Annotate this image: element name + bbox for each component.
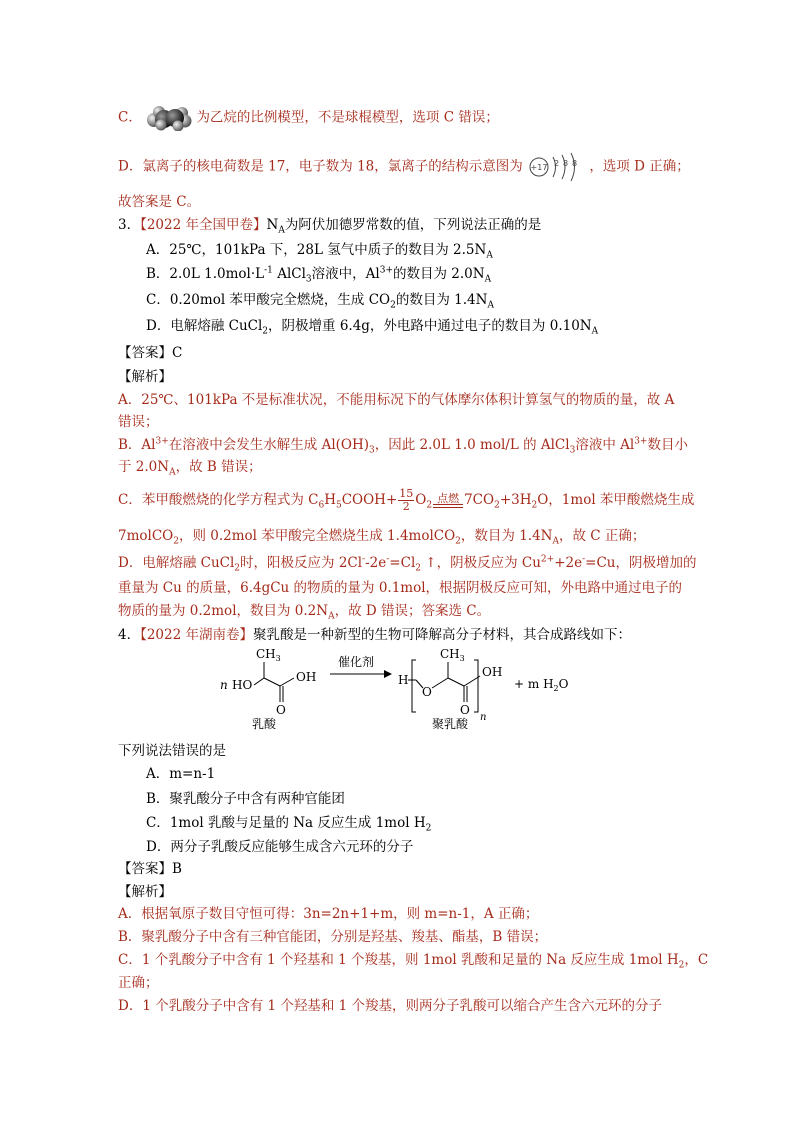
prev-analysis-d: D．氯离子的核电荷数是 17，电子数为 18，氯离子的结构示意图为 +17 2 8 8 ，选项 D 正确； — [118, 152, 690, 182]
q4-analysis-d: D．1 个乳酸分子中含有 1 个羟基和 1 个羧基，则两分子乳酸可以缩合产生含六元环的分子 — [118, 998, 663, 1014]
q3-analysis-a2: 错误； — [118, 414, 159, 430]
q3-analysis-c2: 7molCO$_2$，则 0.2mol 苯甲酸完全燃烧生成 1.4molCO$_2$，数目为 $1.4N_A$，故 C 正确； — [118, 528, 646, 547]
q3-analysis-head: 【解析】 — [118, 369, 172, 385]
svg-text:催化剂: 催化剂 — [338, 655, 375, 669]
svg-text:+17: +17 — [530, 163, 548, 172]
q4-stem: 4．【2022 年湖南卷】聚乳酸是一种新型的生物可降解高分子材料，其合成路线如下： — [118, 627, 631, 643]
svg-text:HO: HO — [232, 678, 253, 692]
q3-option-a: A．25℃，101kPa 下，28L 氢气中质子的数目为 $2.5N_A$ — [146, 242, 493, 261]
svg-text:OH: OH — [482, 665, 503, 679]
q4-analysis-c2: 正确； — [118, 975, 159, 991]
svg-text:n: n — [480, 712, 487, 723]
fraction-15-2: $\frac{15}{2}$ — [399, 487, 414, 513]
q4-analysis-c1: C．1 个乳酸分子中含有 1 个羟基和 1 个羧基，则 1mol 乳酸和足量的 Na 反应生成 1mol $H_2$，C — [118, 952, 709, 971]
svg-text:OH: OH — [296, 670, 317, 684]
svg-text:CH3: $CH_3$ — [440, 647, 465, 663]
q4-option-b: B．聚乳酸分子中含有两种官能团 — [146, 791, 345, 807]
q3-analysis-d3: 物质的量为 0.2mol，数目为 $0.2N_A$，故 D 错误；答案选 C。 — [118, 603, 491, 622]
svg-text:8: 8 — [563, 159, 569, 168]
q3-stem: 3．【2022 年全国甲卷】$N_A$为阿伏加德罗常数的值，下列说法正确的是 — [118, 217, 542, 236]
svg-text:聚乳酸: 聚乳酸 — [432, 717, 469, 731]
q3-analysis-c1: C．苯甲酸燃烧的化学方程式为 $C_6H_5COOH+$ $\frac{15}{2}$ $O_2$ 点燃 $7CO_2+3H_2O$，1mol 苯甲酸燃烧生成 — [118, 487, 695, 513]
polylactic-acid-reaction-scheme — [218, 646, 588, 738]
svg-text:O: O — [422, 685, 432, 699]
prev-conclusion: 故答案是 C。 — [118, 194, 201, 210]
q3-analysis-b1: B．$Al^{3+}$在溶液中会发生水解生成 $Al(OH)_3$，因此 2.0L 1.0 mol/L 的 AlCl$_3$溶液中 $Al^{3+}$数目小 — [118, 436, 688, 456]
svg-text:CH3: $CH_3$ — [256, 647, 281, 663]
svg-text:2: 2 — [554, 159, 560, 168]
q3-option-c: C．0.20mol 苯甲酸完全燃烧，生成 $CO_2$的数目为 $1.4N_A$ — [146, 292, 494, 311]
q3-analysis-d2: 重量为 Cu 的质量，6.4gCu 的物质的量为 0.1mol，根据阴极反应可知，外电路中通过电子的 — [118, 580, 683, 596]
q4-option-c: C．1mol 乳酸与足量的 Na 反应生成 1mol $H_2$ — [146, 815, 432, 834]
q4-answer: 【答案】B — [118, 861, 182, 877]
ethane-space-filling-model-icon — [146, 105, 192, 131]
q3-analysis-b2: 于 $2.0N_A$，故 B 错误； — [118, 459, 262, 478]
q4-analysis-head: 【解析】 — [118, 884, 172, 900]
q4-option-a: A．m=n-1 — [146, 766, 216, 782]
svg-text:+ m H2O: + m $H_2O$ — [514, 677, 569, 693]
q3-analysis-d1: D．电解熔融 CuCl$_2$时，阳极反应为 $2Cl^--2e^-=Cl_2$ ↑，阴极反应为 $Cu^{2+}+2e^-=Cu$，阴极增加的 — [118, 554, 697, 574]
svg-text:n: n — [220, 678, 228, 692]
svg-text:乳酸: 乳酸 — [252, 717, 277, 731]
q3-analysis-a1: A．25℃、101kPa 不是标准状况，不能用标况下的气体摩尔体积计算氢气的物质的量，故 A — [118, 392, 675, 408]
q4-analysis-b: B．聚乳酸分子中含有三种官能团，分别是羟基、羧基、酯基，B 错误； — [118, 929, 548, 945]
svg-text:H: H — [398, 673, 409, 687]
prev-analysis-c: C． 为乙烷的比例模型，不是球棍模型，选项 C 错误； — [118, 105, 499, 131]
q4-prompt: 下列说法错误的是 — [118, 743, 226, 759]
svg-text:O: O — [460, 703, 470, 717]
chloride-ion-structure-diagram-icon — [527, 152, 585, 182]
q3-option-d: D．电解熔融 CuCl$_2$，阴极增重 6.4g，外电路中通过电子的数目为 $0.10N_A$ — [146, 318, 599, 337]
q3-answer: 【答案】C — [118, 345, 183, 361]
q4-analysis-a: A．根据氧原子数目守恒可得：3n=2n+1+m，则 m=n-1，A 正确； — [118, 906, 539, 922]
q3-option-b: B．2.0L $1.0mol\cdot L^{-1}$ AlCl$_3$溶液中，$Al^{3+}$的数目为 $2.0N_A$ — [146, 265, 492, 285]
q4-option-d: D．两分子乳酸反应能够生成含六元环的分子 — [146, 839, 414, 855]
ignition-arrow: 点燃 — [433, 493, 463, 508]
svg-text:O: O — [276, 703, 286, 717]
svg-text:8: 8 — [572, 159, 578, 168]
